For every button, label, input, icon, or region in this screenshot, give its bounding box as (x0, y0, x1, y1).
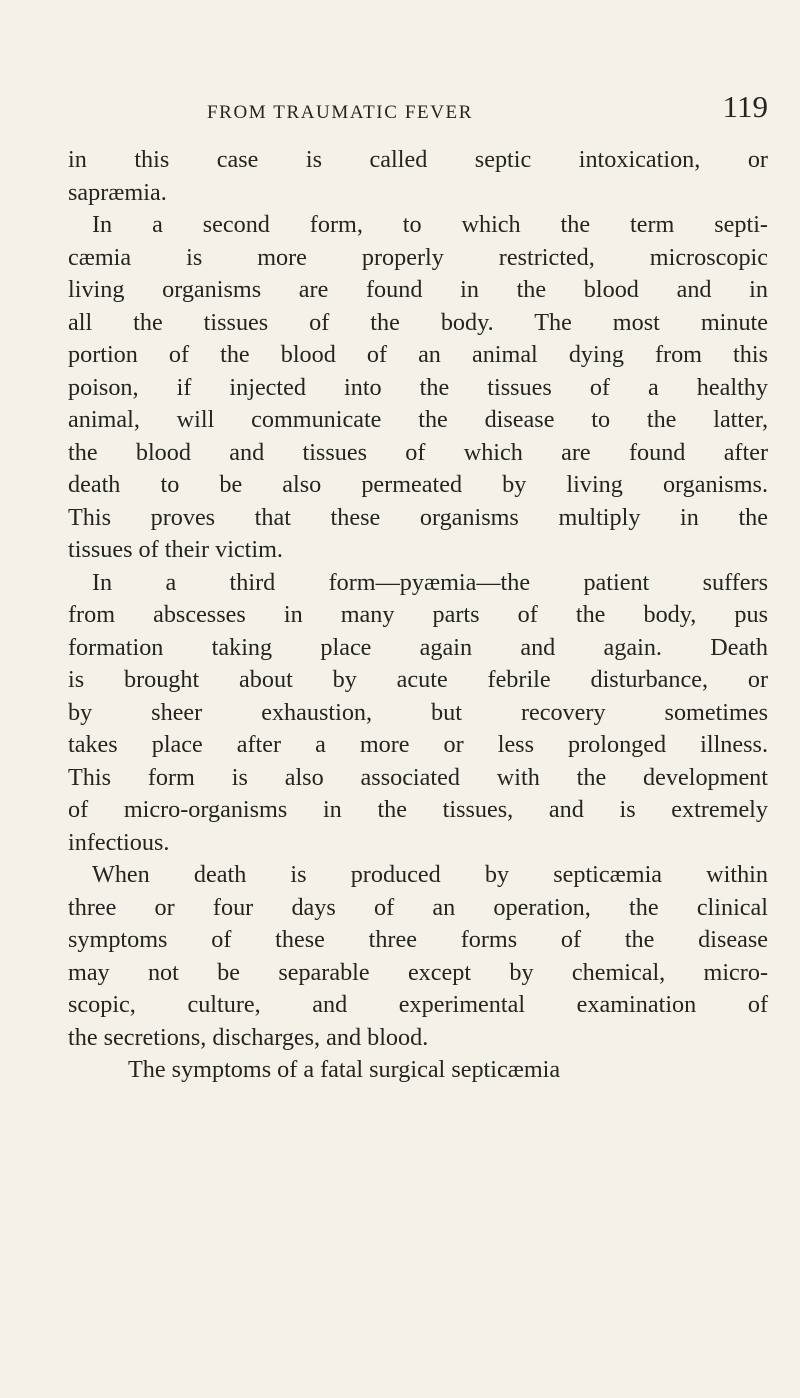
paragraph-first-line: The symptoms of a fatal surgical septicæmia (128, 1056, 561, 1083)
text-line: infectious. (68, 828, 170, 856)
text-line: the blood and tissues of which are found after (68, 438, 768, 466)
text-line: is brought about by acute febrile disturbance, or (68, 666, 768, 693)
paragraph-first-line: When death is produced by septicæmia within (92, 861, 768, 888)
text-line: in this case is called septic intoxication, or (68, 146, 768, 173)
text-line: all the tissues of the body. The most minute (68, 308, 768, 336)
text-line: tissues of their victim. (68, 536, 283, 563)
text-line: portion of the blood of an animal dying from this (68, 341, 768, 368)
text-line: symptoms of these three forms of the disease (68, 926, 768, 953)
text-line: three or four days of an operation, the clinical (68, 893, 768, 921)
paragraph-first-line: In a third form—pyæmia—the patient suffers (92, 568, 768, 596)
text-line: from abscesses in many parts of the body, pus (68, 601, 768, 628)
text-line: poison, if injected into the tissues of a healthy (68, 373, 768, 401)
text-line: takes place after a more or less prolonged illness. (68, 731, 768, 758)
text-line: death to be also permeated by living organisms. (68, 471, 768, 498)
paragraph-first-line: In a second form, to which the term septi- (92, 211, 768, 238)
text-line: the secretions, discharges, and blood. (68, 1023, 429, 1051)
text-line: cæmia is more properly restricted, microscopic (68, 243, 768, 271)
text-line: by sheer exhaustion, but recovery sometimes (68, 698, 768, 726)
text-line: may not be separable except by chemical, micro- (68, 958, 768, 986)
text-line: This form is also associated with the development (68, 763, 768, 791)
text-line: scopic, culture, and experimental examination of (68, 991, 768, 1018)
text-line: living organisms are found in the blood and in (68, 276, 768, 303)
text-line: This proves that these organisms multiply in the (68, 503, 768, 531)
page-number: 119 (722, 89, 768, 124)
page-header (68, 89, 768, 142)
running-title: FROM TRAUMATIC FEVER (207, 102, 474, 123)
text-line: formation taking place again and again. Death (68, 633, 768, 661)
text-line: animal, will communicate the disease to the latter, (68, 406, 768, 433)
text-line: of micro-organisms in the tissues, and is extremely (68, 796, 768, 823)
body-text (68, 144, 768, 1087)
text-line: sapræmia. (68, 178, 167, 206)
